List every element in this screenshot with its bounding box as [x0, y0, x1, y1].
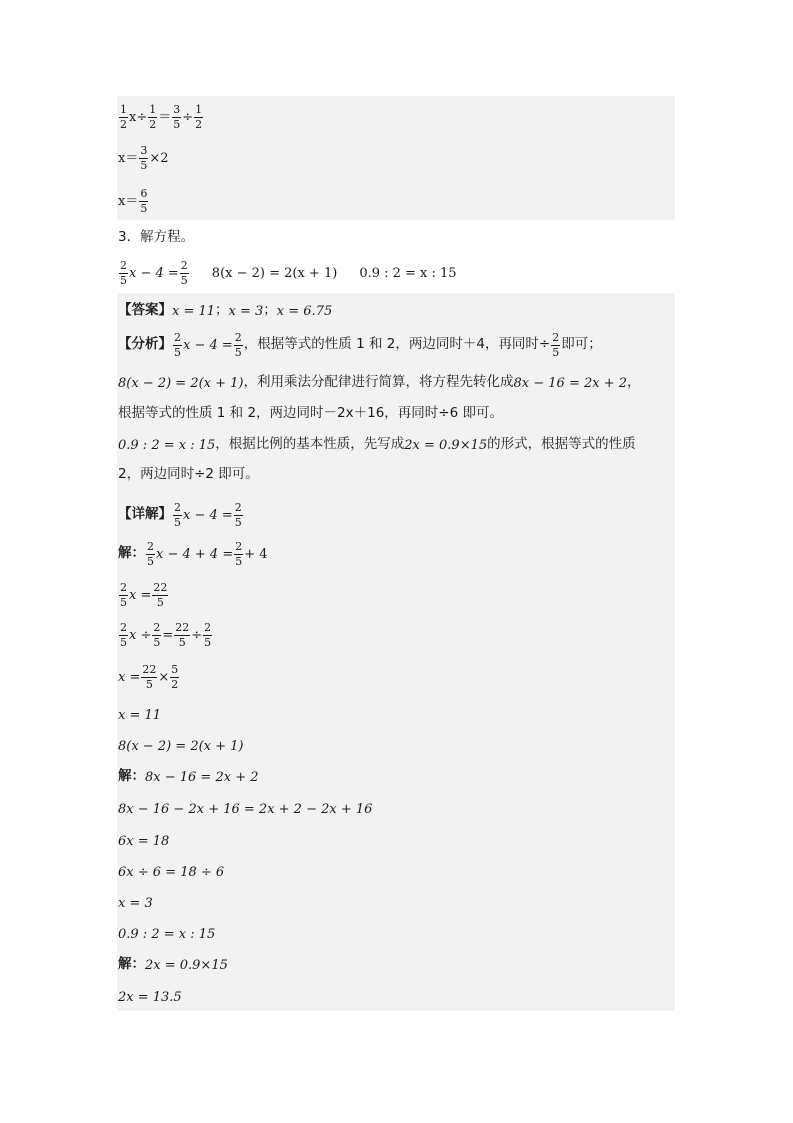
- detail-line-12: [118, 888, 153, 918]
- equation-text: x − 4 =: [183, 507, 233, 523]
- fraction: $\frac{2}{5}$: [120, 258, 127, 287]
- fraction: $\frac{6}{5}$: [140, 186, 148, 215]
- analysis-text: ，利用乘法分配律进行简算，将方程先转化成: [243, 374, 514, 391]
- detail-line-9: [118, 794, 372, 824]
- detail-line-4: [118, 620, 213, 650]
- detail-line-11: [118, 857, 224, 887]
- analysis-text: ，根据比例的基本性质，先写成: [215, 436, 405, 453]
- analysis-text: ，根据等式的性质 1 和 2，两边同时＋4，再同时÷: [243, 336, 551, 353]
- equation-text: 2x = 0.9×15: [145, 957, 228, 973]
- equation-text: x − 4 =: [183, 337, 233, 353]
- analysis-text: ，: [627, 374, 641, 391]
- separator: ；: [263, 302, 277, 319]
- analysis-line-1: [118, 330, 602, 360]
- fraction: $\frac{1}{2}$: [120, 102, 127, 131]
- fraction: $\frac{1}{2}$: [195, 102, 203, 131]
- fraction: $\frac{2}{5}$: [234, 500, 242, 529]
- fraction: $\frac{2}{5}$: [120, 620, 127, 649]
- detail-line-7: [118, 731, 244, 761]
- equation-text: 0.9 : 2 = x : 15: [118, 437, 216, 453]
- detail-line-1: [118, 500, 244, 530]
- fraction: $\frac{3}{5}$: [140, 143, 148, 172]
- detail-line-3: [118, 580, 169, 610]
- analysis-line-4: [118, 430, 636, 460]
- analysis-line-2: [118, 368, 641, 398]
- detail-line-14: [118, 950, 228, 980]
- equation-text: 8x − 16 = 2x + 2: [513, 375, 628, 391]
- detail-line-6: [118, 700, 161, 730]
- analysis-text: 的形式，根据等式的性质: [487, 436, 636, 453]
- solution-line-1: [118, 102, 204, 132]
- detail-line-13: [118, 919, 215, 949]
- equation-text: 8(x − 2) = 2(x + 1): [118, 375, 244, 391]
- analysis-label: 【分析】: [118, 336, 172, 353]
- question-equations: [118, 258, 457, 288]
- answer-value: x = 6.75: [276, 303, 333, 319]
- equation-text: x = 3: [118, 895, 153, 911]
- equation-text: x＝: [118, 150, 139, 166]
- equation-text: x − 4 =: [129, 265, 179, 281]
- equation-text: 6x = 18: [118, 833, 170, 849]
- separator: ；: [215, 302, 229, 319]
- fraction: $\frac{2}{5}$: [153, 620, 161, 649]
- equation-text: + 4: [244, 546, 268, 562]
- solve-label: 解：: [118, 956, 145, 973]
- solution-line-2: [118, 143, 169, 173]
- answer-value: x = 3: [228, 303, 264, 319]
- detail-label: 【详解】: [118, 506, 172, 523]
- analysis-text: 2，两边同时÷2 即可。: [118, 466, 259, 483]
- analysis-line-5: [118, 460, 259, 490]
- equation-text: x =: [118, 669, 141, 685]
- fraction: $\frac{2}{5}$: [120, 580, 127, 609]
- fraction: $\frac{2}{5}$: [174, 500, 181, 529]
- fraction: $\frac{2}{5}$: [180, 258, 188, 287]
- fraction: $\frac{2}{5}$: [234, 330, 242, 359]
- equation-text: 2x = 0.9×15: [404, 437, 488, 453]
- detail-line-2: [118, 539, 268, 569]
- detail-line-8: [118, 762, 259, 792]
- equation-text: ×2: [149, 150, 169, 166]
- fraction: $\frac{1}{2}$: [149, 102, 157, 131]
- equation-text: ÷: [182, 109, 194, 125]
- equation-text: ＝: [158, 109, 172, 125]
- equation-text: x =: [129, 587, 152, 603]
- fraction: $\frac{2}{5}$: [147, 539, 154, 568]
- equation-text: =: [162, 627, 174, 643]
- detail-line-15: [118, 982, 182, 1012]
- answer-value: x = 11: [172, 303, 216, 319]
- equation-text: x＝: [118, 193, 139, 209]
- analysis-text: 即可；: [561, 336, 602, 353]
- analysis-line-3: [118, 399, 503, 429]
- fraction: $\frac{2}{5}$: [235, 539, 243, 568]
- equation-text: ×: [158, 669, 170, 685]
- equation-text: 8(x − 2) = 2(x + 1): [118, 738, 244, 754]
- detail-line-10: [118, 826, 169, 856]
- solve-label: 解：: [118, 768, 145, 785]
- equation-text: x = 11: [118, 707, 162, 723]
- fraction: $\frac{22}{5}$: [175, 620, 190, 649]
- fraction: $\frac{3}{5}$: [173, 102, 181, 131]
- equation-text: 2x = 13.5: [118, 989, 182, 1005]
- equation-text: 8x − 16 = 2x + 2: [145, 769, 259, 785]
- answer-label: 【答案】: [118, 302, 172, 319]
- question-title-text: 3．解方程。: [118, 229, 195, 246]
- equation-text: ÷: [191, 627, 203, 643]
- analysis-text: 根据等式的性质 1 和 2，两边同时－2x＋16，再同时÷6 即可。: [118, 405, 503, 422]
- fraction: $\frac{22}{5}$: [142, 662, 157, 691]
- solve-label: 解：: [118, 545, 145, 562]
- detail-line-5: [118, 662, 180, 692]
- equation-text: 0.9 : 2 = x : 15: [118, 926, 216, 942]
- fraction: $\frac{2}{5}$: [204, 620, 212, 649]
- equation-text: x − 4 + 4 =: [156, 546, 234, 562]
- solution-line-3: [118, 186, 149, 216]
- equation-text: 6x ÷ 6 = 18 ÷ 6: [118, 864, 225, 880]
- equation-text: x ÷: [129, 627, 152, 643]
- fraction: $\frac{2}{5}$: [552, 330, 560, 359]
- equation-text: x÷: [129, 109, 148, 125]
- answer-line: [118, 296, 332, 326]
- equation-text: 8x − 16 − 2x + 16 = 2x + 2 − 2x + 16: [118, 801, 373, 817]
- fraction: $\frac{22}{5}$: [153, 580, 168, 609]
- fraction: $\frac{2}{5}$: [174, 330, 181, 359]
- fraction: $\frac{5}{2}$: [171, 662, 179, 691]
- equation-3: 0.9 : 2 = x : 15: [359, 265, 457, 281]
- question-title: [118, 223, 194, 253]
- equation-2: 8(x − 2) = 2(x + 1): [211, 265, 338, 281]
